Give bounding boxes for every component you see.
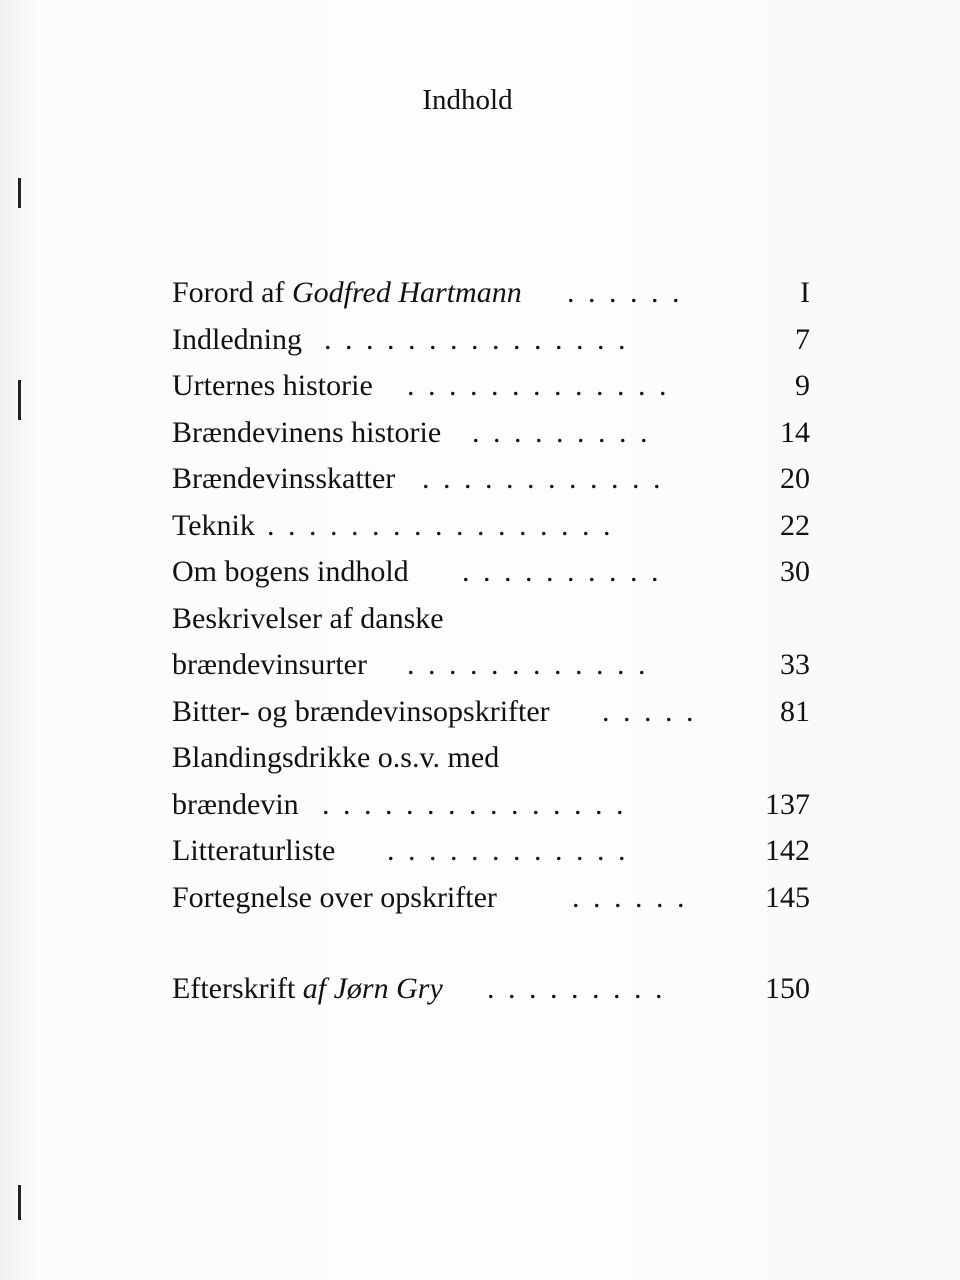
dot-leader: . . . . . . . . . . . . . . . [324, 322, 629, 356]
toc-entry [172, 735, 822, 782]
page-edge-mark [18, 178, 21, 208]
page-edge-mark [18, 1185, 21, 1220]
dot-leader: . . . . . . . . . . . . [407, 648, 649, 681]
entry-title: brændevin [172, 787, 299, 821]
page-number: 30 [780, 555, 810, 588]
page-number: 142 [765, 834, 810, 867]
entry-title: Efterskrift af Jørn Gry [172, 972, 443, 1005]
dot-leader: . . . . . . . . . . . . . . . [322, 787, 627, 821]
entry-title: brændevinsurter [172, 648, 367, 681]
dot-leader: . . . . . . . . . . . . . . . . . [267, 508, 614, 542]
dot-leader: . . . . . . . . . [487, 972, 666, 1005]
table-of-contents [172, 270, 822, 1013]
toc-entry [172, 410, 822, 457]
entry-author: Godfred Hartmann [291, 276, 522, 309]
section-gap [172, 921, 822, 966]
toc-entry [172, 596, 822, 643]
page-number: 14 [780, 415, 810, 449]
dot-leader: . . . . . . [567, 276, 683, 309]
entry-title: Brændevinsskatter [172, 462, 396, 495]
entry-title: Indledning [172, 322, 302, 356]
page-number: 81 [780, 694, 810, 728]
page-number: 150 [765, 972, 810, 1005]
toc-entry [172, 363, 822, 410]
dot-leader: . . . . . [602, 694, 697, 728]
page-number: 145 [765, 880, 810, 914]
page-number: 137 [765, 787, 810, 821]
entry-title: Blandingsdrikke o.s.v. med [172, 741, 500, 774]
entry-title: Brændevinens historie [172, 415, 442, 449]
toc-entry [172, 317, 822, 364]
entry-title: Urternes historie [172, 369, 373, 402]
toc-entry [172, 828, 822, 875]
toc-entry [172, 503, 822, 550]
dot-leader: . . . . . . . . . . . . [422, 462, 664, 495]
page-number: 20 [780, 462, 810, 495]
entry-title: Fortegnelse over opskrifter [172, 880, 497, 914]
entry-author: af Jørn Gry [302, 972, 443, 1005]
page-number: 7 [795, 322, 810, 356]
page-number: I [800, 276, 810, 309]
page-number: 9 [795, 369, 810, 402]
entry-title: Forord af Godfred Hartmann [172, 276, 522, 309]
dot-leader: . . . . . . . . . . . . [387, 834, 629, 867]
toc-entry [172, 270, 822, 317]
entry-title: Litteraturliste [172, 834, 336, 867]
page-title: Indhold [422, 84, 513, 116]
toc-entry [172, 966, 822, 1013]
page-number: 22 [780, 508, 810, 542]
page-edge-mark [18, 380, 21, 420]
toc-entry [172, 549, 822, 596]
toc-entry [172, 642, 822, 689]
toc-entry [172, 456, 822, 503]
page-number: 33 [780, 648, 810, 681]
dot-leader: . . . . . . . . . . . . . [407, 369, 670, 402]
dot-leader: . . . . . . . . . . [462, 555, 662, 588]
dot-leader: . . . . . . . . . [472, 415, 651, 449]
entry-title: Om bogens indhold [172, 555, 409, 588]
toc-entry [172, 875, 822, 922]
toc-entry [172, 689, 822, 736]
entry-title: Bitter- og brændevinsopskrifter [172, 694, 550, 728]
dot-leader: . . . . . . [572, 880, 688, 914]
toc-entry [172, 782, 822, 829]
entry-title: Teknik [172, 508, 255, 542]
entry-title: Beskrivelser af danske [172, 601, 444, 635]
